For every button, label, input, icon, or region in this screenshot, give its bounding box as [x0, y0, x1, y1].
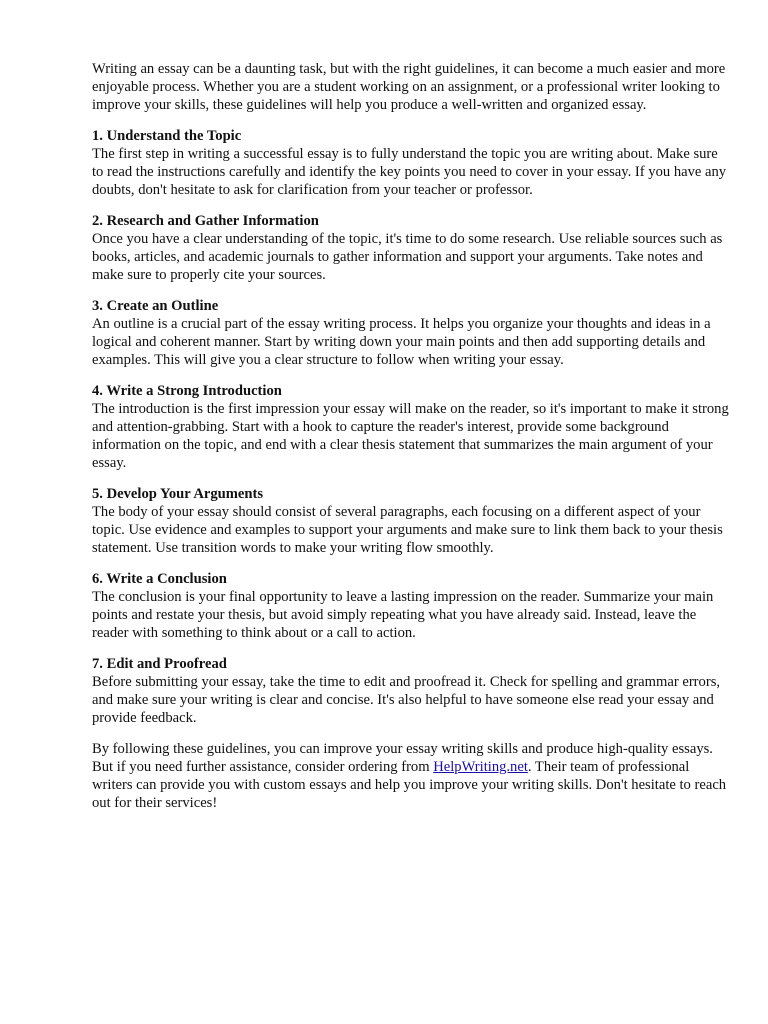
closing-paragraph — [92, 740, 732, 812]
section-body: An outline is a crucial part of the essay writing process. It helps you organize your thoughts and ideas in a logical and coherent manner. Start by writing down your main points and then add supporting details and examples. This will give you a clear structure to follow when writing your essay. — [92, 316, 711, 368]
intro-paragraph: Writing an essay can be a daunting task, but with the right guidelines, it can become a much easier and more enjoyable process. Whether you are a student working on an assignment, or a professional writer looking to improve your skills, these guidelines will help you produce a well-written and organized essay. — [92, 61, 726, 113]
section-heading: 2. Research and Gather Information — [92, 213, 319, 229]
section-heading: 6. Write a Conclusion — [92, 571, 227, 587]
helpwriting-link[interactable]: HelpWriting.net — [433, 759, 528, 775]
section-body: The first step in writing a successful essay is to fully understand the topic you are writing about. Make sure to read the instructions carefully and identify the key points you need to cover in your essay. If you have any doubts, don't hesitate to ask for clarification from your teacher or professor. — [92, 146, 727, 198]
closing-text-after-link: . Their team of professional writers can provide you with custom essays and help you improve your writing skills. Don't hesitate to reach out for their services! — [92, 759, 727, 811]
section-heading: 3. Create an Outline — [92, 298, 219, 314]
section-body: Before submitting your essay, take the time to edit and proofread it. Check for spelling and grammar errors, and make sure your writing is clear and concise. It's also helpful to have someone else read your essay and provide feedback. — [92, 674, 721, 726]
section-1 — [92, 127, 732, 199]
section-body: The introduction is the first impression your essay will make on the reader, so it's important to make it strong and attention-grabbing. Start with a hook to capture the reader's interest, provide some background information on the topic, and end with a clear thesis statement that summarizes the main argument of your essay. — [92, 401, 729, 471]
section-body: The body of your essay should consist of several paragraphs, each focusing on a different aspect of your topic. Use evidence and examples to support your arguments and make sure to link them back to your thesis statement. Use transition words to make your writing flow smoothly. — [92, 504, 723, 556]
section-body: The conclusion is your final opportunity to leave a lasting impression on the reader. Summarize your main points and restate your thesis, but avoid simply repeating what you have already said. Instead, leave the reader with something to think about or a call to action. — [92, 589, 714, 641]
section-heading: 4. Write a Strong Introduction — [92, 383, 282, 399]
section-2 — [92, 212, 732, 284]
section-7 — [92, 655, 732, 727]
section-heading: 7. Edit and Proofread — [92, 656, 227, 672]
section-6 — [92, 570, 732, 642]
section-heading: 5. Develop Your Arguments — [92, 486, 264, 502]
section-body: Once you have a clear understanding of the topic, it's time to do some research. Use reliable sources such as books, articles, and academic journals to gather information and support your arguments. Take notes and make sure to properly cite your sources. — [92, 231, 723, 283]
closing-text-before-link: By following these guidelines, you can improve your essay writing skills and produce high-quality essays. But if you need further assistance, consider ordering from — [92, 741, 713, 775]
section-3 — [92, 297, 732, 369]
section-4 — [92, 382, 732, 472]
document-page — [92, 60, 732, 812]
section-heading: 1. Understand the Topic — [92, 128, 242, 144]
section-5 — [92, 485, 732, 557]
